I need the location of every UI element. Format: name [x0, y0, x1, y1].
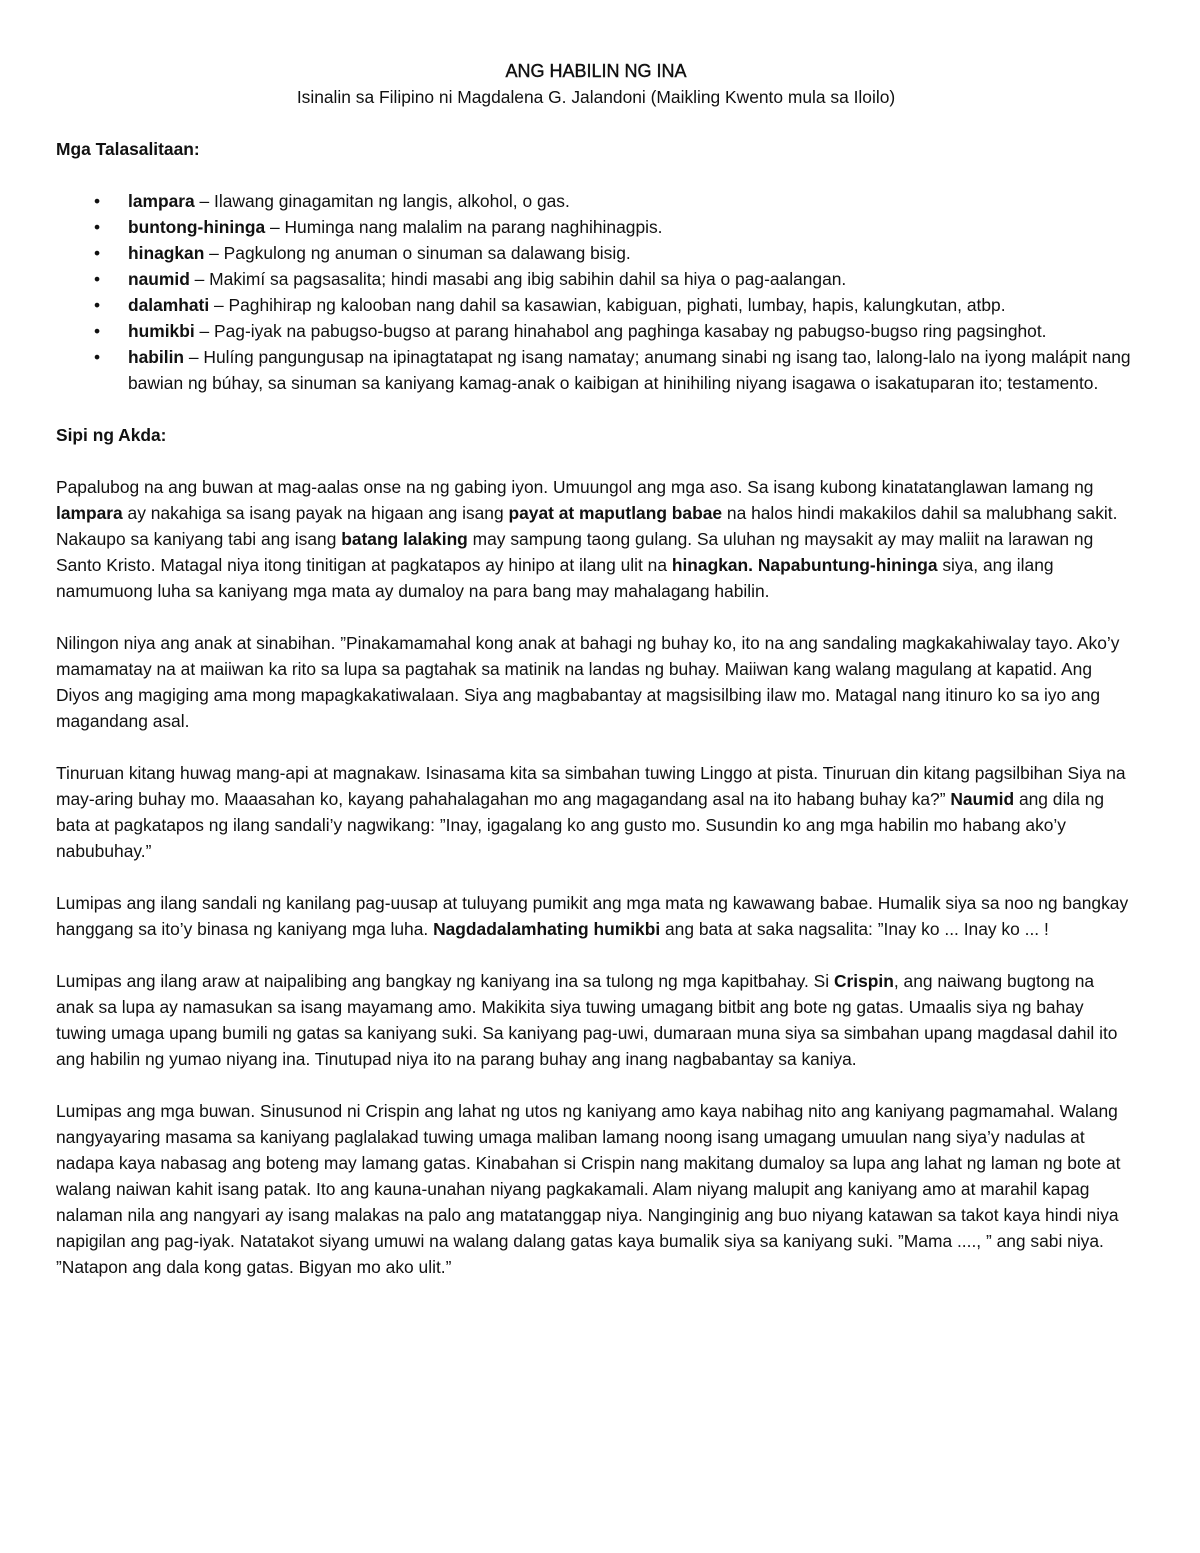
bullet-icon: • — [94, 347, 101, 367]
bold-text: Nagdadalamhating humikbi — [433, 919, 661, 939]
vocabulary-definition: – Ilawang ginagamitan ng langis, alkohol, o gas. — [194, 191, 570, 211]
vocabulary-definition: – Hulíng pangungusap na ipinagtatapat ng isang namatay; anumang sinabi ng isang tao, lalong-lalo na iyong malápit nang bawian ng búhay, sa sinuman sa kaniyang kamag-anak o kaibigan at hinihiling niyang isagawa o isakatuparan ito; testamento. — [128, 347, 1131, 393]
vocabulary-item — [94, 240, 1136, 266]
vocabulary-heading: Mga Talasalitaan: — [56, 139, 200, 159]
vocabulary-definition: – Huminga nang malalim na parang naghihinagpis. — [265, 217, 663, 237]
story-paragraph — [56, 1098, 1136, 1280]
vocabulary-term: hinagkan — [128, 243, 205, 263]
text-run: Tinuruan kitang huwag mang-api at magnakaw. Isinasama kita sa simbahan tuwing Linggo at pista. Tinuruan din kitang pagsilbihan Siya na may-aring buhay mo. Maaasahan ko, kayang pahahalagahan mo ang magagandang asal na ito habang buhay ka?” — [56, 763, 1126, 809]
text-run: , ang naiwang bugtong na anak sa lupa ay namasukan sa isang mayamang amo. Makikita siya tuwing umagang bitbit ang bote ng gatas. Umaalis siya ng bahay tuwing umaga upang bumili ng gatas sa kaniyang suki. Sa kaniyang pag-uwi, dumaraan muna siya sa simbahan upang magdasal dahil ito ang habilin ng yumao niyang ina. Tinutupad niya ito na parang buhay ang inang nagbabantay sa kaniya. — [56, 971, 1118, 1069]
vocabulary-item — [94, 214, 1136, 240]
excerpt-heading: Sipi ng Akda: — [56, 425, 167, 445]
text-run: ang dila ng bata at pagkatapos ng ilang sandali’y nagwikang: ”Inay, igagalang ko ang gusto mo. Susundin ko ang mga habilin mo habang ako’y nabubuhay.” — [56, 789, 1105, 861]
vocabulary-term: dalamhati — [128, 295, 210, 315]
bold-text: Crispin — [833, 971, 894, 991]
text-run: Lumipas ang ilang sandali ng kanilang pag-uusap at tuluyang pumikit ang mga mata ng kawawang babae. Humalik siya sa noo ng bangkay hanggang sa ito’y binasa ng kaniyang mga luha. — [56, 893, 1129, 939]
story-paragraph — [56, 630, 1136, 734]
vocabulary-term: naumid — [128, 269, 190, 289]
vocabulary-term: humikbi — [128, 321, 195, 341]
text-run: ay nakahiga sa isang payak na higaan ang isang — [122, 503, 509, 523]
vocabulary-definition: – Paghihirap ng kalooban nang dahil sa kasawian, kabiguan, pighati, lumbay, hapis, kalungkutan, atbp. — [209, 295, 1006, 315]
bullet-icon: • — [94, 295, 101, 315]
text-run: Lumipas ang mga buwan. Sinusunod ni Crispin ang lahat ng utos ng kaniyang amo kaya nabihag nito ang kaniyang pagmamahal. Walang nangyayaring masama sa kaniyang paglalakad tuwing umaga maliban lamang noong isang umagang umuulan nang siya’y nadulas at nadapa kaya nabasag ang boteng may lamang gatas. Kinabahan si Crispin nang makitang dumaloy sa lupa ang lahat ng laman ng bote at walang naiwan kahit isang patak. Ito ang kauna-unahan niyang pagkakamali. Alam niyang malupit ang kaniyang amo at marahil kapag nalaman nila ang nangyari ay isang malakas na palo ang matatanggap niya. Nanginginig ang buo niyang katawan sa takot kaya hindi niya napigilan ang pag-iyak. Natatakot siyang umuwi na walang dalang gatas kaya bumalik siya sa kaniyang suki. ”Mama ...., ” ang sabi niya. ”Natapon ang dala kong gatas. Bigyan mo ako ulit.” — [56, 1101, 1121, 1277]
bold-text: payat at maputlang babae — [508, 503, 723, 523]
vocabulary-item — [94, 292, 1136, 318]
text-run: na halos hindi makakilos dahil sa malubhang sakit. Nakaupo sa kaniyang tabi ang isang — [56, 503, 1118, 549]
text-run: siya, ang ilang namumuong luha sa kaniyang mga mata ay dumaloy na para bang may mahalagang habilin. — [56, 555, 1054, 601]
vocabulary-term: lampara — [128, 191, 195, 211]
bullet-icon: • — [94, 269, 101, 289]
vocabulary-term: buntong-hininga — [128, 217, 266, 237]
vocabulary-definition: – Pagkulong ng anuman o sinuman sa dalawang bisig. — [204, 243, 631, 263]
bullet-icon: • — [94, 243, 101, 263]
bold-text: batang lalaking — [341, 529, 468, 549]
text-run: Papalubog na ang buwan at mag-aalas onse na ng gabing iyon. Umuungol ang mga aso. Sa isang kubong kinatatanglawan lamang ng — [56, 477, 1094, 497]
bold-text: lampara — [56, 503, 123, 523]
vocabulary-item — [94, 344, 1136, 396]
vocabulary-term: habilin — [128, 347, 185, 367]
story-paragraph — [56, 760, 1136, 864]
bullet-icon: • — [94, 191, 101, 211]
vocabulary-definition: – Makimí sa pagsasalita; hindi masabi ang ibig sabihin dahil sa hiya o pag-aalangan. — [189, 269, 847, 289]
text-run: may sampung taong gulang. Sa uluhan ng maysakit ay may maliit na larawan ng Santo Kristo. Matagal niya itong tinitigan at pagkatapos ay hinipo at ilang ulit na — [56, 529, 1094, 575]
story-paragraph — [56, 968, 1136, 1072]
excerpt-body — [56, 474, 1136, 1280]
vocabulary-item — [94, 188, 1136, 214]
text-run: Nilingon niya ang anak at sinabihan. ”Pinakamamahal kong anak at bahagi ng buhay ko, ito na ang sandaling magkakahiwalay tayo. Ako’y mamamatay na at maiiwan ka rito sa lupa sa pagtahak sa matinik na landas ng buhay. Maiiwan kang walang magulang at kapatid. Ang Diyos ang magiging ama mong mapagkakatiwalaan. Siya ang magbabantay at magsisilbing ilaw mo. Matagal nang itinuro ko sa iyo ang magandang asal. — [56, 633, 1120, 731]
story-paragraph — [56, 474, 1136, 604]
story-paragraph — [56, 890, 1136, 942]
document-title: ANG HABILIN NG INA — [505, 61, 687, 81]
vocabulary-list — [56, 188, 1136, 396]
document-subtitle: Isinalin sa Filipino ni Magdalena G. Jalandoni (Maikling Kwento mula sa Iloilo) — [296, 87, 896, 107]
text-run: Lumipas ang ilang araw at naipalibing ang bangkay ng kaniyang ina sa tulong ng mga kapitbahay. Si — [56, 971, 834, 991]
vocabulary-item — [94, 318, 1136, 344]
text-run: ang bata at saka nagsalita: ”Inay ko ... Inay ko ... ! — [660, 919, 1049, 939]
vocabulary-definition: – Pag-iyak na pabugso-bugso at parang hinahabol ang paghinga kasabay ng pabugso-bugso ring pagsinghot. — [194, 321, 1047, 341]
vocabulary-item — [94, 266, 1136, 292]
bullet-icon: • — [94, 321, 101, 341]
bold-text: hinagkan. Napabuntung-hininga — [671, 555, 938, 575]
bold-text: Naumid — [950, 789, 1015, 809]
bullet-icon: • — [94, 217, 101, 237]
